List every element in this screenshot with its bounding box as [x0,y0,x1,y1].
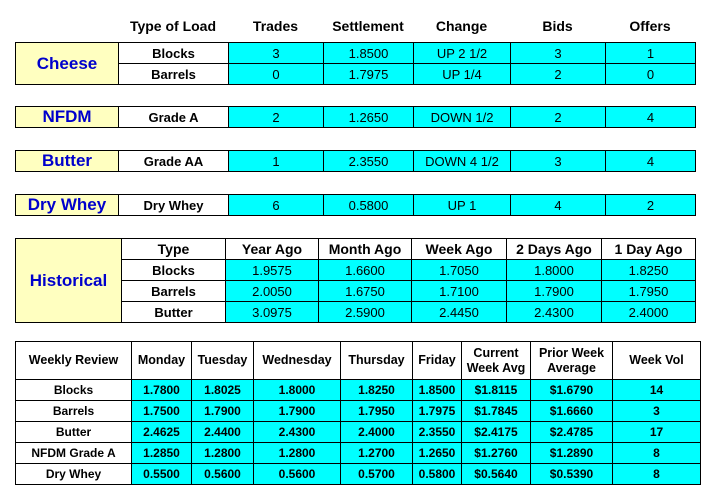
weekly-header: Friday [413,342,462,380]
weekly-cell: 1.8000 [254,380,341,401]
weekly-review-table [15,341,701,485]
weekly-header: Weekly Review [16,342,132,380]
historical-cell: 2.4450 [412,302,507,323]
weekly-cell: $1.2760 [462,443,531,464]
drywhey-settlement: 0.5800 [324,195,414,216]
historical-header: 1 Day Ago [602,239,696,260]
nfdm-type: Grade A [119,107,229,128]
weekly-row-label: Butter [16,422,132,443]
nfdm-settlement: 1.2650 [324,107,414,128]
historical-cell: 1.7100 [412,281,507,302]
header-type-of-load: Type of Load [129,18,217,34]
historical-cell: 1.8250 [602,260,696,281]
weekly-cell: 1.8025 [192,380,254,401]
weekly-cell: 14 [613,380,701,401]
weekly-cell: 1.7900 [254,401,341,422]
historical-header: 2 Days Ago [507,239,602,260]
butter-title: Butter [16,151,119,172]
historical-cell: 3.0975 [226,302,319,323]
weekly-header: Wednesday [254,342,341,380]
weekly-cell: $0.5640 [462,464,531,485]
historical-cell: 1.7050 [412,260,507,281]
weekly-cell: 8 [613,464,701,485]
drywhey-type: Dry Whey [119,195,229,216]
historical-header: Type [122,239,226,260]
weekly-cell: 1.2850 [132,443,192,464]
weekly-cell: 1.7800 [132,380,192,401]
weekly-cell: 1.2650 [413,443,462,464]
nfdm-bids: 2 [511,107,606,128]
weekly-cell: 1.8500 [413,380,462,401]
drywhey-offers: 2 [606,195,696,216]
weekly-header: Monday [132,342,192,380]
nfdm-title: NFDM [16,107,119,128]
weekly-cell: 0.5700 [341,464,413,485]
historical-title: Historical [16,239,122,323]
nfdm-change: DOWN 1/2 [414,107,511,128]
weekly-row-label: Dry Whey [16,464,132,485]
weekly-header: Tuesday [192,342,254,380]
historical-type: Butter [122,302,226,323]
cheese-title: Cheese [16,43,119,85]
weekly-cell: 1.2700 [341,443,413,464]
weekly-cell: $1.2890 [531,443,613,464]
weekly-row-label: Blocks [16,380,132,401]
weekly-header: Current Week Avg [462,342,531,380]
weekly-cell: $2.4175 [462,422,531,443]
weekly-cell: 2.4000 [341,422,413,443]
weekly-cell: 2.4400 [192,422,254,443]
historical-cell: 2.0050 [226,281,319,302]
butter-trades: 1 [229,151,324,172]
cheese-type: Blocks [119,43,229,64]
weekly-cell: 0.5600 [192,464,254,485]
drywhey-title: Dry Whey [16,195,119,216]
weekly-header: Thursday [341,342,413,380]
historical-cell: 1.7900 [507,281,602,302]
cheese-bids: 2 [511,64,606,85]
cheese-trades: 3 [229,43,324,64]
cheese-table [15,42,696,85]
weekly-cell: 0.5600 [254,464,341,485]
weekly-cell: $2.4785 [531,422,613,443]
historical-cell: 1.9575 [226,260,319,281]
weekly-row-label: Barrels [16,401,132,422]
weekly-cell: 2.4625 [132,422,192,443]
weekly-cell: 0.5500 [132,464,192,485]
cheese-offers: 1 [606,43,696,64]
weekly-header: Prior Week Average [531,342,613,380]
cheese-trades: 0 [229,64,324,85]
weekly-cell: 1.7950 [341,401,413,422]
weekly-cell: 1.7900 [192,401,254,422]
historical-table [15,238,696,323]
historical-cell: 2.5900 [319,302,412,323]
historical-header: Year Ago [226,239,319,260]
weekly-cell: $1.8115 [462,380,531,401]
nfdm-table [15,106,696,128]
weekly-cell: $1.6790 [531,380,613,401]
cheese-change: UP 1/4 [414,64,511,85]
weekly-row-label: NFDM Grade A [16,443,132,464]
weekly-cell: 1.7500 [132,401,192,422]
historical-header: Week Ago [412,239,507,260]
historical-cell: 1.8000 [507,260,602,281]
weekly-cell: 8 [613,443,701,464]
cheese-bids: 3 [511,43,606,64]
butter-offers: 4 [606,151,696,172]
historical-cell: 1.6600 [319,260,412,281]
historical-cell: 1.7950 [602,281,696,302]
historical-type: Blocks [122,260,226,281]
butter-settlement: 2.3550 [324,151,414,172]
cheese-settlement: 1.7975 [324,64,414,85]
header-change: Change [435,18,488,34]
weekly-cell: 0.5800 [413,464,462,485]
historical-cell: 1.6750 [319,281,412,302]
header-bids: Bids [542,18,573,34]
weekly-cell: 1.8250 [341,380,413,401]
weekly-cell: 17 [613,422,701,443]
cheese-settlement: 1.8500 [324,43,414,64]
butter-table [15,150,696,172]
drywhey-table [15,194,696,216]
drywhey-trades: 6 [229,195,324,216]
cheese-change: UP 2 1/2 [414,43,511,64]
nfdm-trades: 2 [229,107,324,128]
historical-type: Barrels [122,281,226,302]
weekly-cell: 1.7975 [413,401,462,422]
nfdm-offers: 4 [606,107,696,128]
cheese-offers: 0 [606,64,696,85]
weekly-cell: 1.2800 [254,443,341,464]
weekly-cell: $1.7845 [462,401,531,422]
butter-type: Grade AA [119,151,229,172]
weekly-cell: 2.3550 [413,422,462,443]
drywhey-bids: 4 [511,195,606,216]
butter-bids: 3 [511,151,606,172]
header-offers: Offers [629,18,671,34]
drywhey-change: UP 1 [414,195,511,216]
weekly-header: Week Vol [613,342,701,380]
butter-change: DOWN 4 1/2 [414,151,511,172]
historical-header: Month Ago [319,239,412,260]
weekly-cell: $1.6660 [531,401,613,422]
weekly-cell: 1.2800 [192,443,254,464]
weekly-cell: $0.5390 [531,464,613,485]
weekly-cell: 3 [613,401,701,422]
cheese-type: Barrels [119,64,229,85]
weekly-cell: 2.4300 [254,422,341,443]
column-headers [0,18,720,38]
header-settlement: Settlement [332,18,404,34]
header-trades: Trades [252,18,299,34]
historical-cell: 2.4000 [602,302,696,323]
historical-cell: 2.4300 [507,302,602,323]
